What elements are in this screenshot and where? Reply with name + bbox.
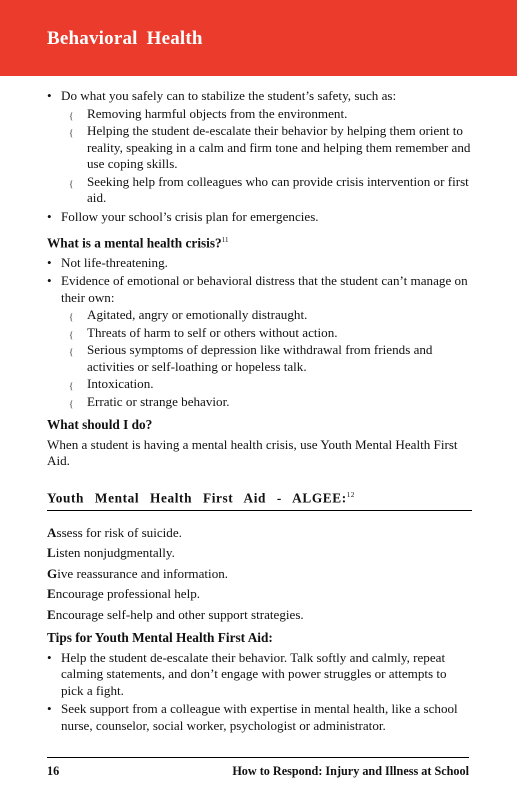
sub-list [61,106,472,207]
sub-list-item: { Intoxication. [67,376,472,393]
tips-list [47,650,472,735]
header-banner [0,0,517,76]
crisis-heading: What is a mental health crisis?$^{11}$ [47,235,229,251]
intro-list [47,88,472,225]
algee-list [47,525,472,624]
list-item: • Help the student de-escalate their behavior. Talk softly and calmly, repeat calming statements, and don’t engage with power struggles or attempts to pick a fight. [47,650,472,700]
sub-list-item: { Erratic or strange behavior. [67,394,472,411]
algee-item: Give reassurance and information. [47,565,229,581]
list-item: • Follow your school’s crisis plan for emergencies. [47,209,472,226]
algee-item: Encourage self-help and other support strategies. [47,606,304,622]
sub-list [61,307,472,410]
list-item: • Seek support from a colleague with expertise in mental health, like a school nurse, counselor, social worker, psychologist or administrator. [47,701,472,734]
tips-heading: Tips for Youth Mental Health First Aid: [47,630,273,646]
list-item: • Evidence of emotional or behavioral distress that the student can’t manage on their own: { Agitated, angry or emotionally distraught. { Threats of harm to self or others without action. { Serious symptoms of depression like withdrawal from friends and activities or self-loathing or hopeless talk. { Intoxication. { Erratic or strange behavior. [47,273,472,410]
footnote-ref: 12 [346,490,355,499]
sub-list-item: { Serious symptoms of depression like withdrawal from friends and activities or self-loathing or hopeless talk. [67,342,472,375]
list-item: • Do what you safely can to stabilize the student’s safety, such as: { Removing harmful objects from the environment. { Helping the student de-escalate their behavior by helping them orient to reality, speaking in a calm and firm tone and helping them remember and use coping skills. { Seeking help from colleagues who can provide crisis intervention or first aid. [47,88,472,207]
should-heading: What should I do? [47,417,153,433]
algee-item: Listen nonjudgmentally. [47,545,175,561]
list-item: • Not life-threatening. [47,255,472,272]
sub-list-item: { Seeking help from colleagues who can provide crisis intervention or first aid. [67,174,472,207]
footer-title: How to Respond: Injury and Illness at School [232,764,469,778]
sub-list-item: { Helping the student de-escalate their behavior by helping them orient to reality, speaking in a calm and firm tone and helping them remember and use coping skills. [67,123,472,173]
sub-list-item: { Threats of harm to self or others without action. [67,325,472,342]
page-title: Behavioral Health [47,28,203,49]
page-footer [47,757,469,778]
algee-item: Assess for risk of suicide. [47,524,182,540]
algee-item: Encourage professional help. [47,586,201,602]
algee-title: Youth Mental Health First Aid - ALGEE:$^{12}$ [47,487,472,511]
sub-list-item: { Agitated, angry or emotionally distraught. [67,307,472,324]
footnote-ref: 11 [221,236,229,244]
page-content [47,88,472,736]
sub-list-item: { Removing harmful objects from the environment. [67,106,472,123]
page-number: 16 [47,764,60,778]
crisis-list [47,255,472,411]
should-text: When a student is having a mental health crisis, use Youth Mental Health First Aid. [47,436,458,469]
